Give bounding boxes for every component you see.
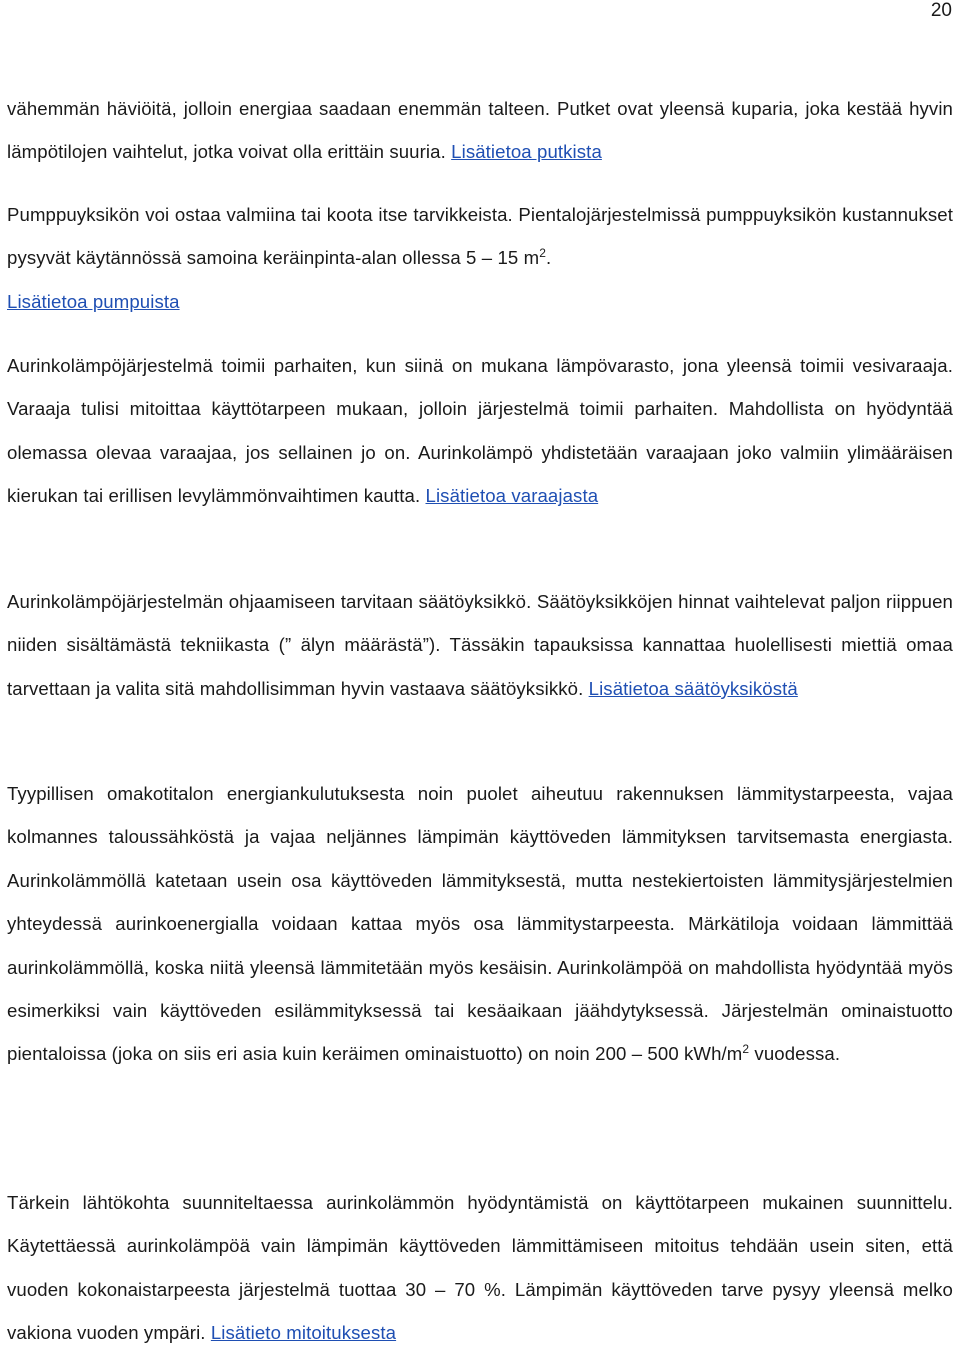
link-storage-tank-info[interactable]: Lisätietoa varaajasta <box>425 485 599 507</box>
paragraph-text: Aurinkolämpöjärjestelmä toimii parhaiten, kun siinä on mukana lämpövarasto, jona yleensä toimii vesivaraaja. Varaaja tulisi mitoittaa käyttötarpeen mukaan, jolloin järjestelmä toimii parhaiten. Mahdollista on hyödyntää olemassa olevaa varaajaa, jos sellainen jo on. Aurinkolämpö yhdistetään varaajaan joko valmiin ylimääräisen kierukan tai erillisen levylämmönvaihtimen kautta. <box>7 355 953 507</box>
paragraph-text: vähemmän häviöitä, jolloin energiaa saadaan enemmän talteen. Putket ovat yleensä kuparia, joka kestää hyvin lämpötilojen vaihtelut, jotka voivat olla erittäin suuria. <box>7 98 953 163</box>
superscript: 2 <box>539 246 546 261</box>
paragraph-controller <box>7 580 953 710</box>
page-number: 20 <box>930 0 952 21</box>
paragraph-pipes <box>7 87 953 174</box>
link-pipes-info[interactable]: Lisätietoa putkista <box>451 141 602 163</box>
paragraph-text: Tärkein lähtökohta suunniteltaessa aurinkolämmön hyödyntämistä on käyttötarpeen mukainen suunnittelu. Käytettäessä aurinkolämpöä vain lämpimän käyttöveden lämmittämiseen mitoitus tehdään usein siten, että vuoden kokonaistarpeesta järjestelmä tuottaa 30 – 70 %. Lämpimän käyttöveden tarve pysyy yleensä melko vakiona vuoden ympäri. <box>7 1192 953 1344</box>
paragraph-text: Pumppuyksikön voi ostaa valmiina tai koota itse tarvikkeista. Pientalojärjestelmissä pumppuyksikön kustannukset pysyvät käytännössä samoina keräinpinta-alan ollessa 5 – 15 m <box>7 204 953 269</box>
paragraph-storage-tank <box>7 344 953 518</box>
link-controller-info[interactable]: Lisätietoa säätöyksiköstä <box>588 677 798 699</box>
paragraph-text-after: . <box>545 247 552 269</box>
paragraph-pump-unit <box>7 193 953 323</box>
superscript: 2 <box>742 1042 750 1057</box>
paragraph-text-after: vuodessa. <box>749 1043 841 1065</box>
paragraph-text: Tyypillisen omakotitalon energiankulutuksesta noin puolet aiheutuu rakennuksen lämmitystarpeesta, vajaa kolmannes taloussähköstä ja vajaa neljännes lämpimän käyttöveden lämmityksen tarvitsemasta energiasta. Aurinkolämmöllä katetaan usein osa käyttöveden lämmityksestä, mutta nestekiertoisten lämmitysjärjestelmien yhteydessä aurinkoenergialla voidaan kattaa myös osa lämmitystarpeesta. Märkätiloja voidaan lämmittää aurinkolämmöllä, koska niitä yleensä lämmitetään myös kesäisin. Aurinkolämpöä on mahdollista hyödyntää myös esimerkiksi vain käyttöveden esilämmityksessä tai kesäaikaan jäähdytyksessä. Järjestelmän ominaistuotto pientaloissa (joka on siis eri asia kuin keräimen ominaistuotto) on noin 200 – 500 kWh/m <box>7 783 953 1065</box>
paragraph-energy-consumption <box>7 772 953 1076</box>
link-dimensioning-info[interactable]: Lisätieto mitoituksesta <box>210 1322 397 1344</box>
paragraph-text: Aurinkolämpöjärjestelmän ohjaamiseen tarvitaan säätöyksikkö. Säätöyksikköjen hinnat vaihtelevat paljon riippuen niiden sisältämästä tekniikasta (” älyn määrästä”). Tässäkin tapauksissa kannattaa huolellisesti miettiä omaa tarvettaan ja valita sitä mahdollisimman hyvin vastaava säätöyksikkö. <box>7 591 953 699</box>
paragraph-dimensioning <box>7 1181 953 1355</box>
link-pumps-info[interactable]: Lisätietoa pumpuista <box>7 290 180 312</box>
